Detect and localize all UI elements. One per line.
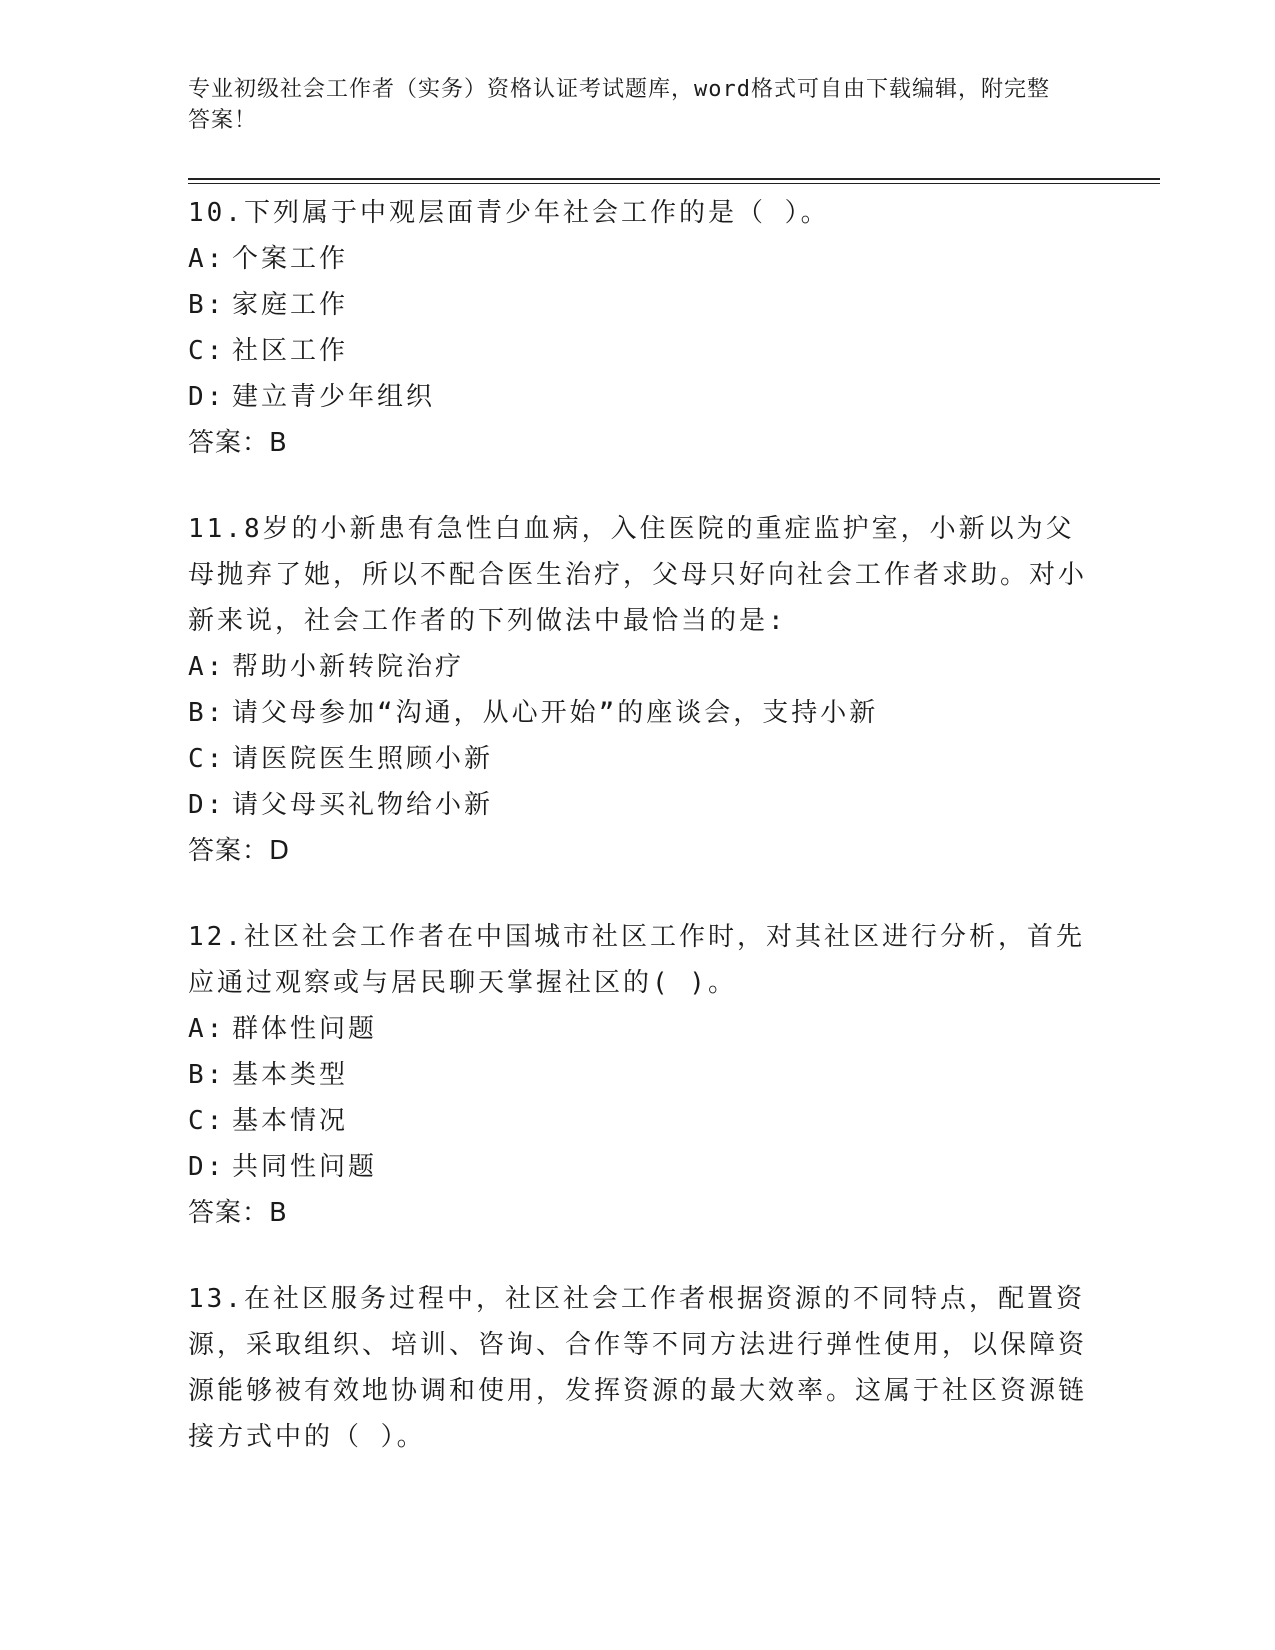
header-divider-thick	[188, 178, 1160, 180]
option-letter: B:	[188, 290, 226, 320]
answer-line: 答案：B	[188, 428, 288, 458]
question-12	[188, 914, 1088, 1236]
option-d	[188, 1144, 1088, 1190]
option-text: 帮助小新转院治疗	[232, 652, 465, 682]
question-11	[188, 506, 1088, 874]
option-letter: C:	[188, 1106, 226, 1136]
question-10	[188, 190, 1088, 466]
option-text: 共同性问题	[232, 1152, 378, 1182]
option-b	[188, 690, 1088, 736]
option-c	[188, 1098, 1088, 1144]
option-text: 请医院医生照顾小新	[232, 744, 494, 774]
option-c	[188, 736, 1088, 782]
option-b	[188, 282, 1088, 328]
question-stem: 12.社区社会工作者在中国城市社区工作时，对其社区进行分析，首先应通过观察或与居民聊天掌握社区的( )。	[188, 922, 1085, 998]
question-13	[188, 1276, 1088, 1460]
option-letter: D:	[188, 790, 226, 820]
option-letter: C:	[188, 744, 226, 774]
option-letter: B:	[188, 698, 226, 728]
option-text: 请父母买礼物给小新	[232, 790, 494, 820]
option-text: 社区工作	[232, 336, 349, 366]
option-letter: B:	[188, 1060, 226, 1090]
option-text: 群体性问题	[232, 1014, 378, 1044]
option-text: 家庭工作	[232, 290, 349, 320]
option-letter: D:	[188, 1152, 226, 1182]
option-letter: A:	[188, 1014, 226, 1044]
option-d	[188, 374, 1088, 420]
header-divider-thin	[188, 183, 1160, 184]
answer-line: 答案：D	[188, 836, 291, 866]
question-list	[188, 190, 1088, 1500]
question-stem: 11.8岁的小新患有急性白血病，入住医院的重症监护室，小新以为父母抛弃了她，所以不配合医生治疗，父母只好向社会工作者求助。对小新来说，社会工作者的下列做法中最恰当的是:	[188, 514, 1088, 636]
option-a	[188, 236, 1088, 282]
option-a	[188, 644, 1088, 690]
option-a	[188, 1006, 1088, 1052]
answer-line: 答案：B	[188, 1198, 288, 1228]
question-stem: 13.在社区服务过程中，社区社会工作者根据资源的不同特点，配置资源，采取组织、培训、咨询、合作等不同方法进行弹性使用，以保障资源能够被有效地协调和使用，发挥资源的最大效率。这属于社区资源链接方式中的（ ）。	[188, 1284, 1088, 1452]
option-c	[188, 328, 1088, 374]
option-b	[188, 1052, 1088, 1098]
option-letter: A:	[188, 652, 226, 682]
option-text: 基本类型	[232, 1060, 349, 1090]
option-letter: A:	[188, 244, 226, 274]
document-header: 专业初级社会工作者（实务）资格认证考试题库，word格式可自由下载编辑，附完整答案！	[188, 77, 1050, 133]
option-text: 个案工作	[232, 244, 349, 274]
option-text: 请父母参加“沟通，从心开始”的座谈会，支持小新	[232, 698, 879, 728]
option-letter: D:	[188, 382, 226, 412]
question-stem: 10.下列属于中观层面青少年社会工作的是（ ）。	[188, 198, 830, 228]
option-letter: C:	[188, 336, 226, 366]
option-text: 建立青少年组织	[232, 382, 436, 412]
option-d	[188, 782, 1088, 828]
option-text: 基本情况	[232, 1106, 349, 1136]
